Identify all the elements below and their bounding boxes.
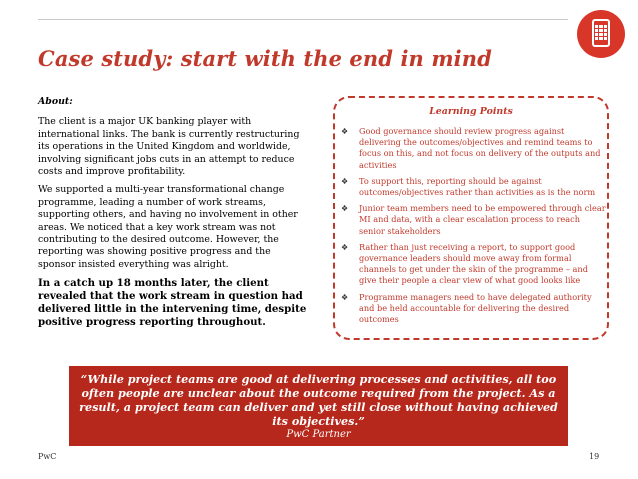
diamond-bullet-icon: ❖ bbox=[341, 127, 349, 136]
diamond-bullet-icon: ❖ bbox=[341, 176, 349, 186]
learning-point: ❖ Rather than just receiving a report, to support good governance leaders should move away from formal channels to get under the skin of the programme – and give their people a clear view of what good looks like bbox=[341, 241, 588, 286]
about-paragraph: We supported a multi-year transformational change programme, leading a number of work streams, supporting others, and having no involvement in other areas. We noticed that a key work stream was not contributing to the desired outcome. However, the reporting was showing positive progress and the sponsor insisted everything was alright. bbox=[38, 184, 298, 270]
learning-points-list bbox=[341, 126, 607, 330]
quote-banner bbox=[69, 366, 568, 446]
diamond-bullet-icon: ❖ bbox=[341, 242, 349, 252]
footer-brand: PwC bbox=[38, 452, 57, 461]
diamond-bullet-icon: ❖ bbox=[341, 204, 349, 214]
learning-point: ❖ To support this, reporting should be against outcomes/objectives rather than activities as is the norm bbox=[341, 175, 596, 198]
page-number: 19 bbox=[589, 452, 600, 461]
about-heading: About: bbox=[38, 96, 73, 107]
quote-text: “While project teams are good at delivering processes and activities, all too often people are unclear about the outcome required from the project. As a result, a project team can deliver and yet still close without having achieved its objectives.” bbox=[79, 372, 558, 428]
phone-screen-grid bbox=[595, 25, 607, 40]
learning-points-title: Learning Points bbox=[429, 106, 513, 117]
about-section bbox=[38, 96, 311, 335]
learning-point: ❖ Programme managers need to have delegated authority and be held accountable for delivering the desired outcomes bbox=[341, 291, 592, 325]
about-highlight: In a catch up 18 months later, the client revealed that the work stream in question had delivered little in the intervening time, despite positive progress reporting throughout. bbox=[38, 277, 307, 329]
about-paragraph: The client is a major UK banking player with international links. The bank is currently restructuring its operations in the United Kingdom and worldwide, involving significant jobs cuts in an attempt to reduce costs and improve profitability. bbox=[38, 116, 300, 178]
diamond-bullet-icon: ❖ bbox=[341, 292, 349, 302]
quote-attribution: PwC Partner bbox=[286, 429, 351, 440]
learning-point: ❖ Junior team members need to be empowered through clear MI and data, with a clear escalation process to reach senior stakeholders bbox=[341, 203, 606, 236]
header-rule bbox=[38, 19, 568, 20]
learning-point: ❖ Good governance should review progress against delivering the outcomes/objectives and remind teams to focus on this, and not focus on delivery of the outputs and activities bbox=[341, 126, 601, 170]
page-title: Case study: start with the end in mind bbox=[38, 46, 492, 71]
